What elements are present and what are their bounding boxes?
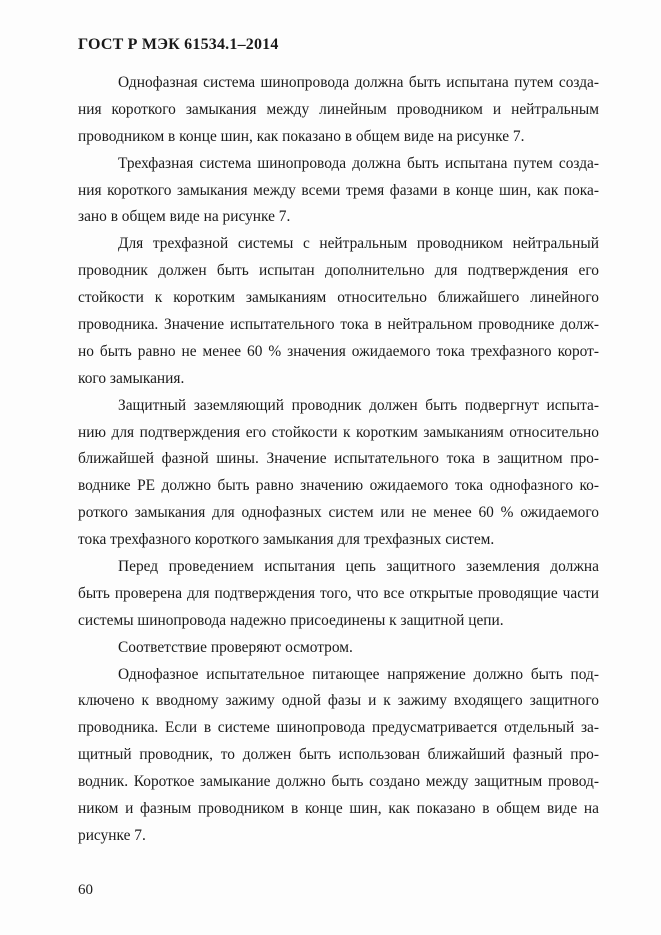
text-line: ния короткого замыкания между всеми тремя фазами в конце шин, как пока-	[78, 181, 599, 199]
text-line: Перед проведением испытания цепь защитного заземления должна	[118, 558, 599, 576]
text-line: кого замыкания.	[78, 369, 185, 387]
paragraph	[78, 554, 599, 635]
text-line: тока трехфазного короткого замыкания для трехфазных систем.	[78, 531, 495, 549]
text-line: ближайшей фазной шины. Значение испытательного тока в защитном про-	[78, 450, 599, 468]
text-line: воднике PE должно быть равно значению ожидаемого тока однофазного ко-	[78, 477, 599, 495]
text-line: водник. Короткое замыкание должно быть создано между защитным провод-	[78, 773, 599, 791]
text-line: нию для подтверждения его стойкости к коротким замыканиям относительно	[78, 423, 599, 441]
text-line: зано в общем виде на рисунке 7.	[78, 208, 291, 226]
text-line: Однофазное испытательное питающее напряжение должно быть под-	[118, 665, 599, 683]
text-line: Защитный заземляющий проводник должен быть подвергнут испыта-	[118, 396, 599, 414]
paragraph	[78, 151, 599, 232]
text-line: проводника. Значение испытательного тока в нейтральном проводнике долж-	[78, 316, 599, 334]
text-line: проводника. Если в системе шинопровода предусматривается отдельный за-	[78, 719, 599, 737]
page-number: 60	[78, 882, 93, 898]
text-line: ключено к вводному зажиму одной фазы и к зажиму входящего защитного	[78, 692, 599, 710]
document-body	[78, 70, 599, 850]
paragraph	[78, 231, 599, 392]
text-line: Трехфазная система шинопровода должна быть испытана путем созда-	[118, 154, 599, 172]
text-line: системы шинопровода надежно присоединены к защитной цепи.	[78, 611, 504, 629]
text-line: рисунке 7.	[78, 826, 146, 844]
text-line: проводником в конце шин, как показано в общем виде на рисунке 7.	[78, 127, 525, 145]
paragraph	[78, 393, 599, 554]
text-line: быть проверена для подтверждения того, что все открытые проводящие части	[78, 584, 599, 602]
text-line: щитный проводник, то должен быть использован ближайший фазный про-	[78, 746, 599, 764]
text-line: Однофазная система шинопровода должна быть испытана путем созда-	[118, 74, 599, 91]
text-line: стойкости к коротким замыканиям относительно ближайшего линейного	[78, 289, 599, 307]
paragraph	[78, 662, 599, 850]
text-line: ником и фазным проводником в конце шин, как показано в общем виде на	[78, 800, 599, 818]
paragraph	[78, 635, 599, 662]
text-line: роткого замыкания для однофазных систем или не менее 60 % ожидаемого	[78, 504, 599, 522]
text-line: но быть равно не менее 60 % значения ожидаемого тока трехфазного корот-	[78, 342, 599, 360]
text-line: проводник должен быть испытан дополнительно для подтверждения его	[78, 262, 599, 280]
text-line: Соответствие проверяют осмотром.	[118, 638, 353, 656]
document-header: ГОСТ Р МЭК 61534.1–2014	[78, 36, 279, 53]
paragraph	[78, 70, 599, 151]
text-line: ния короткого замыкания между линейным проводником и нейтральным	[78, 100, 599, 118]
text-line: Для трехфазной системы с нейтральным проводником нейтральный	[118, 235, 599, 253]
